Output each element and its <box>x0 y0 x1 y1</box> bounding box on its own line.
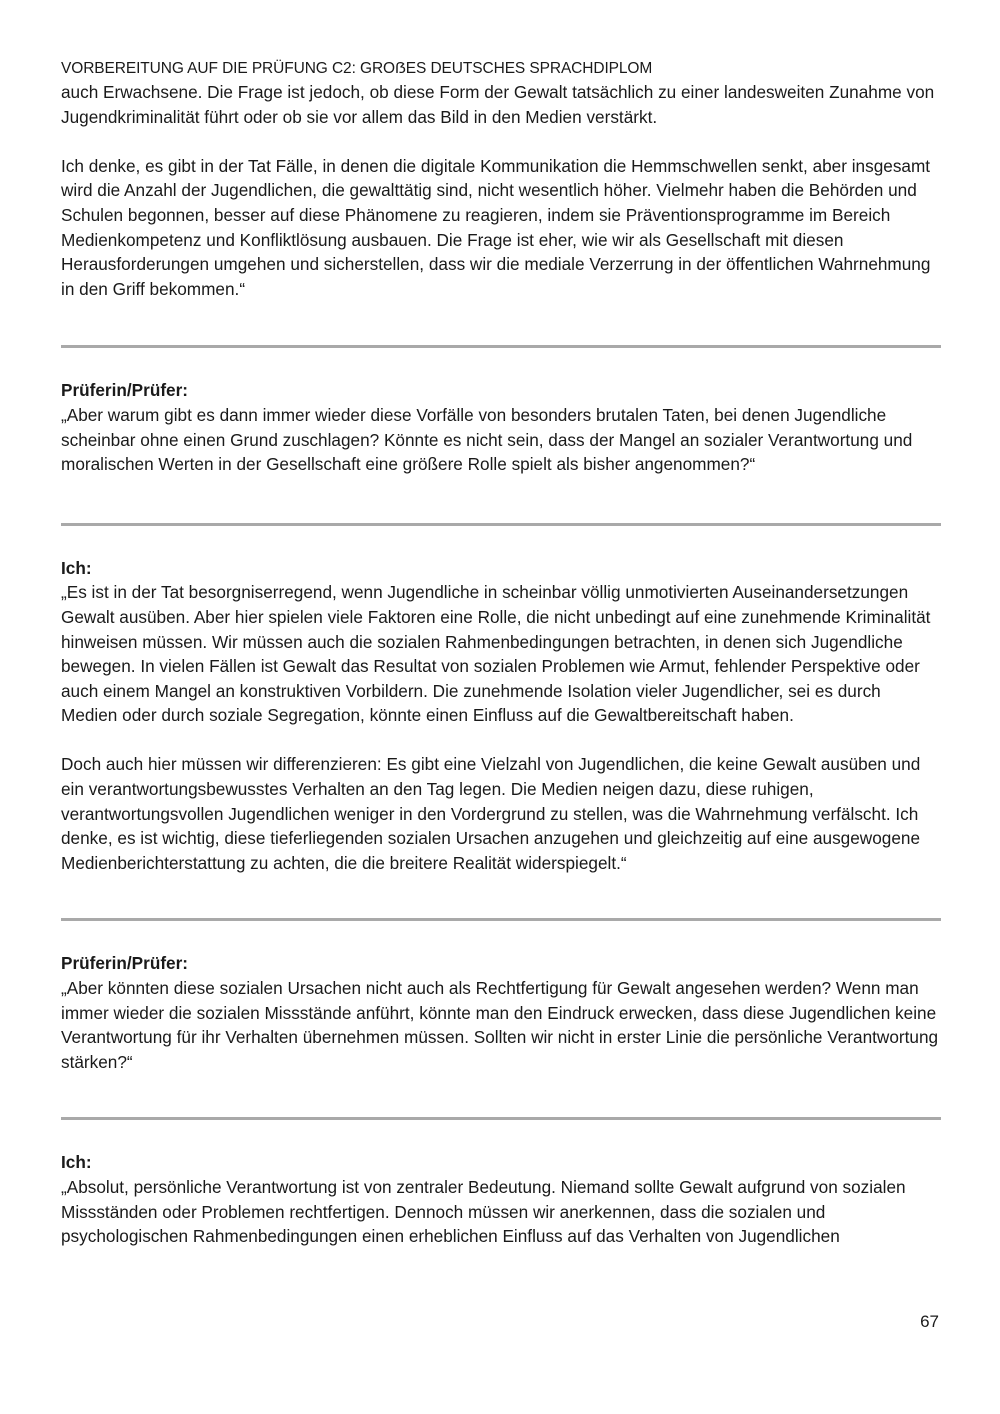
speaker-label-me: Ich: <box>61 1152 92 1173</box>
speaker-label-me: Ich: <box>61 557 92 578</box>
speaker-label-examiner: Prüferin/Prüfer: <box>61 380 189 401</box>
spacer <box>61 1120 941 1150</box>
answer-1-paragraph-2: Doch auch hier müssen wir differenzieren: Es gibt eine Vielzahl von Jugendlichen, die keine Gewalt ausüben und ein verantwortungsbewusstes Verhalten an den Tag legen. Die Medien neigen dazu, diese ruhigen, verantwortungsvollen Jugendlichen weniger in den Vordergrund zu stellen, was die Wahrnehmung verfälscht. Ich denke, es ist wichtig, diese tieferliegenden sozialen Ursachen anzugehen und gleichzeitig auf eine ausgewogene Medienberichterstattung zu achten, die die breitere Realität widerspiegelt.“ <box>61 754 921 873</box>
document-page <box>61 58 941 1249</box>
spacer <box>61 477 941 523</box>
answer-2-paragraph-1: „Absolut, persönliche Verantwortung ist von zentraler Bedeutung. Niemand sollte Gewalt aufgrund von sozialen Missständen oder Problemen rechtfertigen. Dennoch müssen wir anerkennen, dass die sozialen und psychologischen Rahmenbedingungen einen erheblichen Einfluss auf das Verhalten von Jugendlichen <box>61 1177 906 1247</box>
running-header: VORBEREITUNG AUF DIE PRÜFUNG C2: GROẞES DEUTSCHES SPRACHDIPLOM <box>61 60 653 77</box>
spacer <box>61 348 941 378</box>
intro-paragraph-1: auch Erwachsene. Die Frage ist jedoch, ob diese Form der Gewalt tatsächlich zu einer landesweiten Zunahme von Jugendkriminalität führt oder ob sie vor allem das Bild in den Medien verstärkt. <box>61 82 935 127</box>
paragraph-spacer <box>61 129 941 154</box>
examiner-question-2: „Aber könnten diese sozialen Ursachen nicht auch als Rechtfertigung für Gewalt angesehen werden? Wenn man immer wieder die sozialen Missstände anführt, könnte man den Eindruck erwecken, dass diese Jugendlichen keine Verantwortung für ihr Verhalten übernehmen müssen. Sollten wir nicht in erster Linie die persönliche Verantwortung stärken?“ <box>61 978 939 1072</box>
paragraph-spacer <box>61 728 941 753</box>
speaker-label-examiner: Prüferin/Prüfer: <box>61 953 189 974</box>
spacer <box>61 526 941 556</box>
intro-paragraph-2: Ich denke, es gibt in der Tat Fälle, in denen die digitale Kommunikation die Hemmschwellen senkt, aber insgesamt wird die Anzahl der Jugendlichen, die gewalttätig sind, nicht wesentlich höher. Vielmehr haben die Behörden und Schulen begonnen, besser auf diese Phänomene zu reagieren, indem sie Präventionsprogramme im Bereich Medienkompetenz und Konfliktlösung ausbauen. Die Frage ist eher, wie wir als Gesellschaft mit diesen Herausforderungen umgehen und sicherstellen, dass wir die mediale Verzerrung in der öffentlichen Wahrnehmung in den Griff bekommen.“ <box>61 155 931 299</box>
answer-1-paragraph-1: „Es ist in der Tat besorgniserregend, wenn Jugendliche in scheinbar völlig unmotivierten Auseinandersetzungen Gewalt ausüben. Aber hier spielen viele Faktoren eine Rolle, die nicht unbedingt auf eine zunehmende Kriminalität hinweisen müssen. Wir müssen auch die sozialen Rahmenbedingungen betrachten, in denen sich Jugendliche bewegen. In vielen Fällen ist Gewalt das Resultat von sozialen Problemen wie Armut, fehlender Perspektive oder auch einem Mangel an konstruktiven Vorbildern. Die zunehmende Isolation vieler Jugendlicher, sei es durch Medien oder durch soziale Segregation, könnte einen Einfluss auf die Gewaltbereitschaft haben. <box>61 582 931 726</box>
spacer <box>61 301 941 345</box>
spacer <box>61 921 941 951</box>
examiner-question-1: „Aber warum gibt es dann immer wieder diese Vorfälle von besonders brutalen Taten, bei denen Jugendliche scheinbar ohne einen Grund zuschlagen? Könnte es nicht sein, dass der Mangel an sozialer Verantwortung und moralischen Werten in der Gesellschaft eine größere Rolle spielt als bisher angenommen?“ <box>61 404 913 475</box>
spacer <box>61 875 941 918</box>
spacer <box>61 1074 941 1117</box>
page-number: 67 <box>920 1312 939 1331</box>
